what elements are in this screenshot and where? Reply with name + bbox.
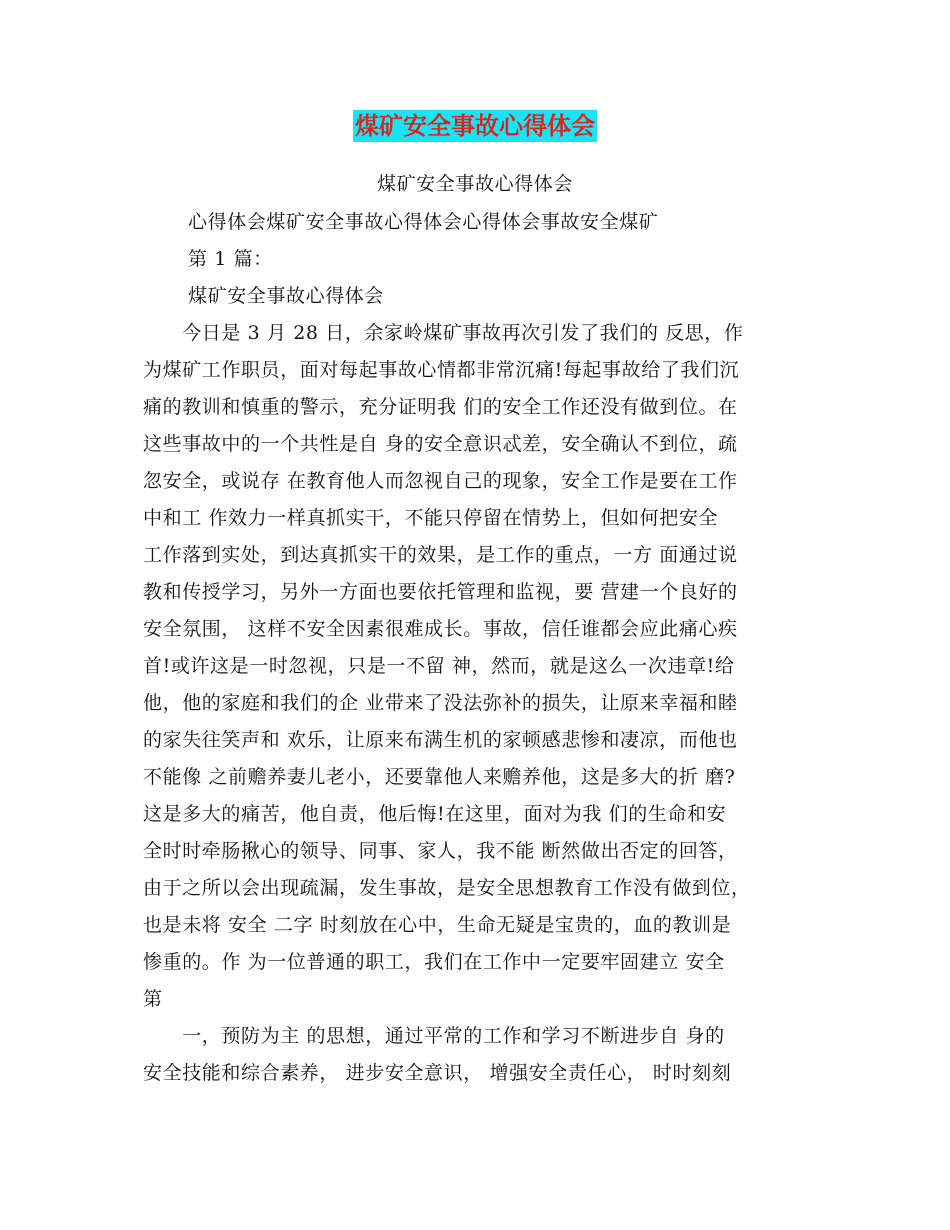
body-paragraph-1 bbox=[143, 315, 807, 1018]
paragraph-line: 第 bbox=[143, 988, 163, 1010]
paragraph-line: 忽安全，或说存 在教育他人而忽视自己的现象，安全工作是要在工作 bbox=[143, 470, 738, 492]
paragraph-line: 首!或许这是一时忽视，只是一不留 神，然而，就是这么一次违章!给 bbox=[143, 655, 735, 677]
paragraph-line: 由于之所以会出现疏漏，发生事故，是安全思想教育工作没有做到位， bbox=[143, 877, 751, 899]
paragraph-line: 教和传授学习，另外一方面也要依托管理和监视，要 营建一个良好的 bbox=[143, 581, 738, 603]
paragraph-line: 痛的教训和慎重的警示，充分证明我 们的安全工作还没有做到位。在 bbox=[143, 396, 738, 418]
paragraph-line: 安全技能和综合素养， 进步安全意识， 增强安全责任心， 时时刻刻 bbox=[143, 1062, 732, 1084]
title-block bbox=[0, 110, 950, 142]
keywords-line: 心得体会煤矿安全事故心得体会心得体会事故安全煤矿 bbox=[188, 211, 659, 233]
paragraph-line: 这些事故中的一个共性是自 身的安全意识忒差，安全确认不到位，疏 bbox=[143, 433, 738, 455]
section-title: 煤矿安全事故心得体会 bbox=[188, 285, 385, 307]
body-paragraph-2 bbox=[143, 1018, 807, 1092]
paragraph-line: 的家失往笑声和 欢乐，让原来布满生机的家顿感悲惨和凄凉，而他也 bbox=[143, 729, 738, 751]
paragraph-line: 一，预防为主 的思想，通过平常的工作和学习不断进步自 身的 bbox=[143, 1025, 725, 1047]
paragraph-line: 也是未将 安全 二字 时刻放在心中，生命无疑是宝贵的，血的教训是 bbox=[143, 914, 732, 936]
section-label: 第 1 篇： bbox=[188, 248, 273, 270]
paragraph-line: 不能像 之前赡养妻儿老小，还要靠他人来赡养他，这是多大的折 磨? bbox=[143, 766, 736, 788]
paragraph-line: 工作落到实处，到达真抓实干的效果，是工作的重点，一方 面通过说 bbox=[143, 544, 738, 566]
paragraph-line: 惨重的。作 为一位普通的职工，我们在工作中一定要牢固建立 安全 bbox=[143, 951, 725, 973]
paragraph-line: 全时时牵肠揪心的领导、同事、家人，我不能 断然做出否定的回答， bbox=[143, 840, 738, 862]
paragraph-line: 今日是 3 月 28 日，余家岭煤矿事故再次引发了我们的 反思，作 bbox=[143, 322, 744, 344]
paragraph-line: 他，他的家庭和我们的企 业带来了没法弥补的损失，让原来幸福和睦 bbox=[143, 692, 738, 714]
document-title: 煤矿安全事故心得体会 bbox=[355, 112, 595, 140]
paragraph-line: 安全氛围， 这样不安全因素很难成长。事故，信任谁都会应此痛心疾 bbox=[143, 618, 738, 640]
paragraph-line: 这是多大的痛苦，他自责，他后悔!在这里，面对为我 们的生命和安 bbox=[143, 803, 727, 825]
paragraph-line: 为煤矿工作职员，面对每起事故心情都非常沉痛!每起事故给了我们沉 bbox=[143, 359, 740, 381]
paragraph-line: 中和工 作效力一样真抓实干，不能只停留在情势上，但如何把安全 bbox=[143, 507, 719, 529]
document-subtitle: 煤矿安全事故心得体会 bbox=[376, 173, 573, 195]
